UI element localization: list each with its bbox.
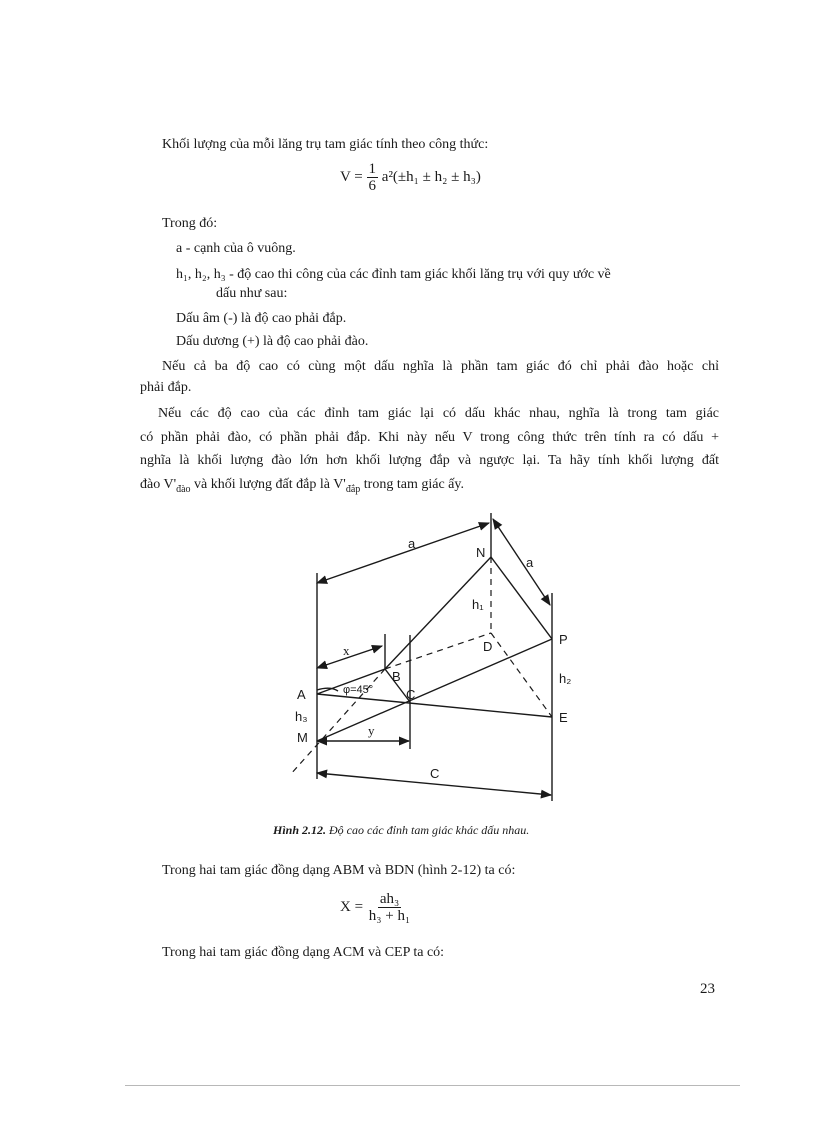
intro-text: Khối lượng của mỗi lăng trụ tam giác tính theo công thức: xyxy=(162,137,489,152)
label-e: E xyxy=(559,710,568,725)
para2-text-c: trong tam giác ấy. xyxy=(360,477,464,492)
label-h1: h₁ xyxy=(472,597,484,612)
volume-formula-fraction xyxy=(367,161,379,194)
para4: Trong hai tam giác đồng dạng ACM và CEP ta có: xyxy=(162,945,445,960)
label-c-point: C xyxy=(406,687,416,702)
para2-text-a: đào V' xyxy=(140,477,177,492)
def-h: h₁, h₂, h₃ - độ cao thi công của các đỉnh tam giác khối lăng trụ với quy ước về xyxy=(176,267,611,282)
volume-formula xyxy=(340,161,481,194)
label-n: N xyxy=(476,545,486,560)
def-a: a - cạnh của ô vuông. xyxy=(176,241,296,256)
para2-line1: Nếu các độ cao của các đỉnh tam giác lại có dấu khác nhau, nghĩa là trong tam giác xyxy=(158,406,719,421)
caption-bold: Hình 2.12. xyxy=(273,823,327,837)
def-negative: Dấu âm (-) là độ cao phải đắp. xyxy=(176,311,347,326)
volume-formula-rhs: a²(±h₁ ± h₂ ± h₃) xyxy=(381,168,481,185)
x-formula-denominator: h₃ + h₁ xyxy=(368,908,411,924)
figure-caption xyxy=(273,823,529,838)
label-y: y xyxy=(368,723,375,738)
dimension-x xyxy=(317,646,382,668)
sub-dap: đắp xyxy=(345,483,361,495)
label-h2: h₂ xyxy=(559,671,572,686)
edge-b-d-hidden xyxy=(385,633,491,669)
caption-text: Độ cao các đỉnh tam giác khác dấu nhau. xyxy=(326,823,530,837)
para2-text-b: và khối lượng đất đắp là V' xyxy=(190,477,346,492)
volume-formula-numerator: 1 xyxy=(368,161,377,177)
label-a-top: a xyxy=(408,536,416,551)
volume-formula-lhs: V = xyxy=(340,168,363,185)
dimension-a-diagonal xyxy=(493,519,550,605)
where-label: Trong đó: xyxy=(162,216,218,231)
page-number: 23 xyxy=(700,981,715,997)
label-x: x xyxy=(343,643,350,658)
x-formula xyxy=(340,891,412,924)
x-formula-fraction xyxy=(367,891,412,924)
para2-line3: nghĩa là khối lượng đào lớn hơn khối lượng đắp và ngược lại. Ta hãy tính khối lượng đất xyxy=(140,453,719,468)
para1-line1: Nếu cả ba độ cao có cùng một dấu nghĩa là phần tam giác đó chỉ phải đào hoặc chỉ xyxy=(162,359,719,374)
label-m: M xyxy=(297,730,308,745)
x-formula-numerator: ah₃ xyxy=(379,891,400,907)
bottom-rule xyxy=(125,1085,740,1086)
dimension-a-top xyxy=(317,523,489,583)
para3: Trong hai tam giác đồng dạng ABM và BDN (hình 2-12) ta có: xyxy=(162,863,516,878)
label-h3: h₃ xyxy=(295,709,308,724)
volume-formula-denominator: 6 xyxy=(368,178,377,194)
para1-line2: phải đắp. xyxy=(140,380,192,395)
label-c-bottom: C xyxy=(430,766,440,781)
def-positive: Dấu dương (+) là độ cao phải đào. xyxy=(176,334,369,349)
triangle-height-diagram xyxy=(280,505,580,810)
edge-n-p xyxy=(491,557,552,639)
sub-dao: đào xyxy=(176,483,191,495)
para2-line2: có phần phải đào, có phần phải đắp. Khi này nếu V trong công thức trên tính ra có dấu + xyxy=(140,430,719,445)
def-h-cont: dấu như sau: xyxy=(216,286,288,301)
label-b: B xyxy=(392,669,401,684)
label-phi: φ=45° xyxy=(343,684,374,696)
edge-d-e-hidden xyxy=(491,633,552,717)
para2-line4 xyxy=(140,476,464,499)
label-a-point: A xyxy=(297,687,306,702)
label-d: D xyxy=(483,639,493,654)
label-a-diagonal: a xyxy=(526,555,534,570)
edge-b-n xyxy=(385,557,491,669)
label-p: P xyxy=(559,632,568,647)
x-formula-lhs: X = xyxy=(340,898,364,915)
